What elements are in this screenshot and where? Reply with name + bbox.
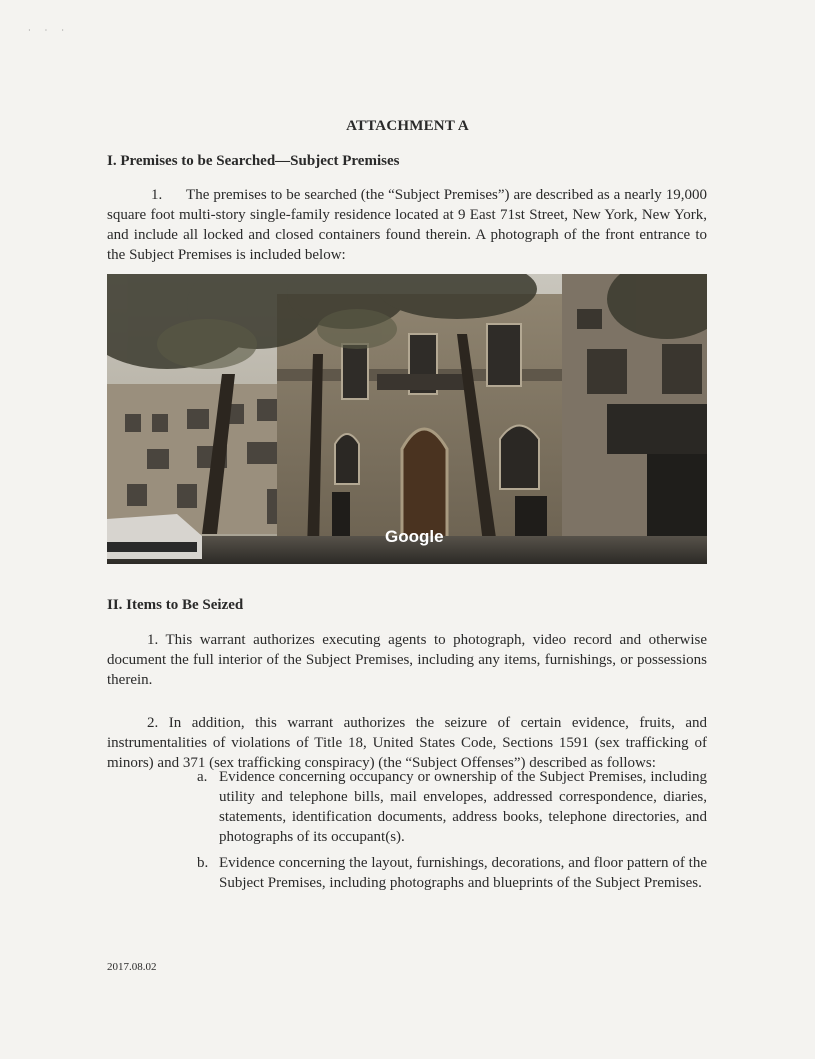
section-2-paragraph-1-text: 1. This warrant authorizes executing agents to photograph, video record and otherwise document the full interior of the Subject Premises, including any items, furnishings, or possessions therein. <box>107 632 707 688</box>
list-item-text: Evidence concerning the layout, furnishings, decorations, and floor pattern of the Subject Premises, including photographs and blueprints of the Subject Premises. <box>219 855 707 891</box>
section-1-paragraph <box>107 185 707 265</box>
document-date-footer: 2017.08.02 <box>107 961 157 973</box>
list-item-text: Evidence concerning occupancy or ownership of the Subject Premises, including utility and telephone bills, mail envelopes, addressed correspondence, diaries, statements, identification documents, address books, telephone directories, and photographs of its occupant(s). <box>219 769 707 845</box>
scan-specks: · · · <box>28 26 70 35</box>
list-item-b <box>197 853 707 893</box>
list-marker: a. <box>197 769 208 785</box>
google-watermark: Google <box>385 527 444 546</box>
list-marker: b. <box>197 855 209 871</box>
section-2-paragraph-2-text: 2. In addition, this warrant authorizes the seizure of certain evidence, fruits, and instrumentalities of violations of Title 18, United States Code, Sections 1591 (sex trafficking of minors) and 371 (sex trafficking conspiracy) (the “Subject Offenses”) described as follows: <box>107 715 707 771</box>
section-1-paragraph-text: 1. The premises to be searched (the “Subject Premises”) are described as a nearly 19,000 square foot multi-story single-family residence located at 9 East 71st Street, New York, New York, and include all locked and closed containers found therein. A photograph of the front entrance to the Subject Premises is included below: <box>107 187 707 263</box>
document-title: ATTACHMENT A <box>346 118 469 134</box>
premises-photo <box>107 274 707 564</box>
section-1-heading: I. Premises to be Searched—Subject Premises <box>107 153 400 169</box>
section-2-paragraph-1 <box>107 630 707 690</box>
section-2-heading: II. Items to Be Seized <box>107 597 244 613</box>
list-item-a <box>197 767 707 847</box>
section-2-paragraph-2 <box>107 713 707 773</box>
